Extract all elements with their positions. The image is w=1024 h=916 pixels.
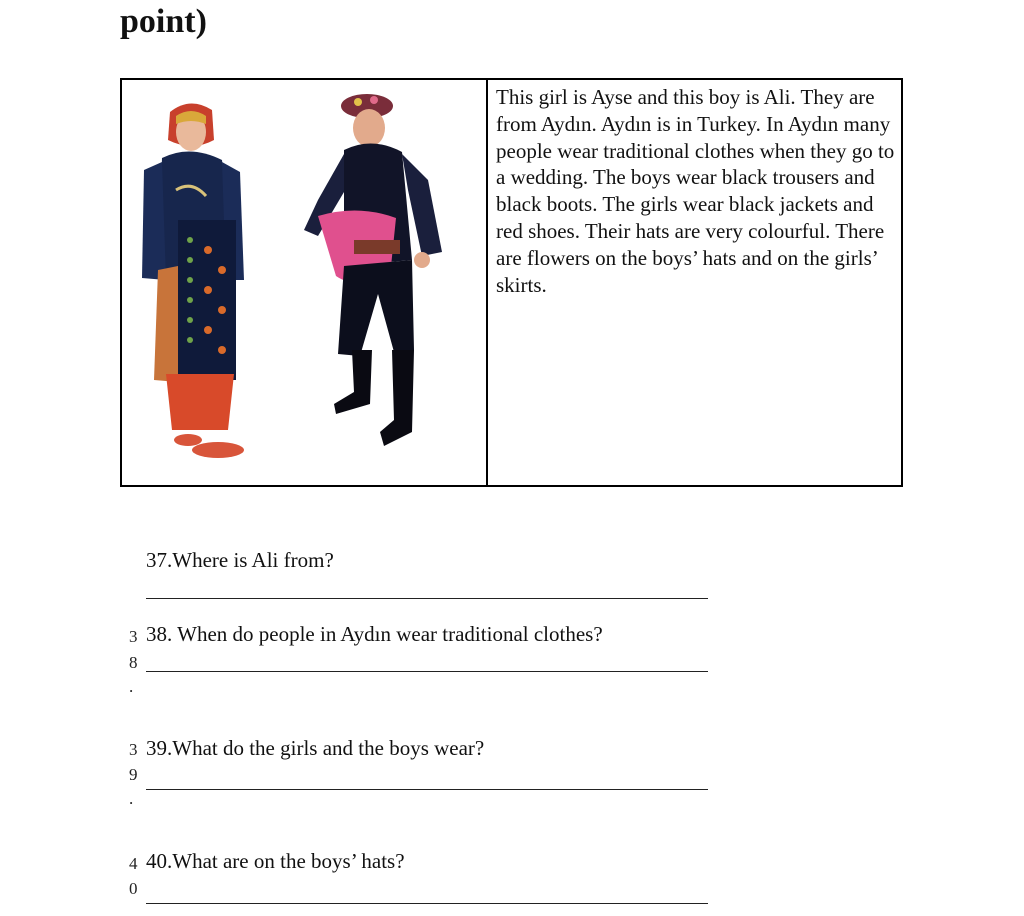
margin-mark: 3 [129, 627, 138, 646]
margin-mark: 3 [129, 740, 138, 759]
reading-passage: This girl is Ayse and this boy is Ali. They are from Aydın. Aydın is in Turkey. In Aydın many people wear traditional clothes when they go to a wedding. The boys wear black trousers and black boots. The girls wear black jackets and red shoes. Their hats are very colourful. There are flowers on the boys’ hats and on the girls’ skirts. [496, 85, 895, 297]
answer-line-37 [146, 598, 708, 599]
answer-line-39 [146, 789, 708, 790]
traditional-costumes-illustration [122, 80, 486, 485]
costume-photo [122, 80, 486, 485]
margin-mark: 9 [129, 765, 138, 784]
section-heading: point) [120, 3, 207, 40]
margin-mark: . [129, 789, 134, 808]
answer-line-40 [146, 903, 708, 904]
answer-line-38 [146, 671, 708, 672]
margin-mark: 8 [129, 653, 138, 672]
boy-figure [304, 94, 442, 446]
margin-mark: 4 [129, 854, 138, 873]
question-39: 39.What do the girls and the boys wear? [146, 736, 485, 760]
question-38: 38. When do people in Aydın wear traditional clothes? [146, 622, 603, 646]
margin-mark: 0 [129, 879, 138, 898]
table-divider [486, 78, 488, 487]
question-37: 37.Where is Ali from? [146, 548, 334, 572]
margin-mark: . [129, 677, 134, 696]
girl-figure [142, 103, 244, 458]
question-40: 40.What are on the boys’ hats? [146, 849, 405, 873]
